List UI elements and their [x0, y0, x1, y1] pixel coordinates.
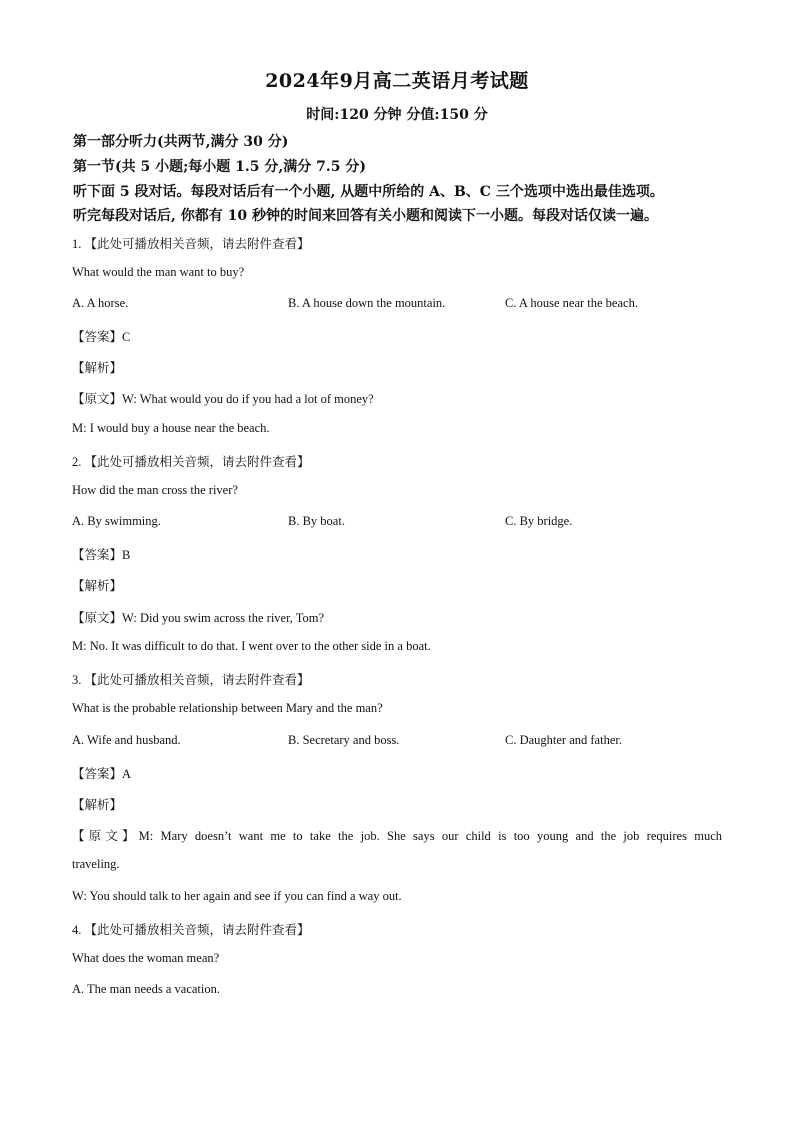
transcript-text: M: No. It was difficult to do that. I went over to the other side in a boat. [72, 639, 431, 653]
option-c: C. By bridge. [505, 514, 573, 528]
answer-line [72, 327, 130, 345]
transcript-text: traveling. [72, 857, 120, 871]
question-header [72, 234, 310, 252]
transcript-text: W: Did you swim across the river, Tom? [122, 611, 325, 625]
option-c: C. Daughter and father. [505, 733, 622, 747]
section-heading: 第一节(共 5 小题;每小题 1.5 分,满分 7.5 分) [73, 159, 366, 175]
original-label: 【原文】 [72, 610, 123, 625]
option-c: C. A house near the beach. [505, 296, 638, 310]
question-text: What does the woman mean? [72, 951, 220, 965]
question-text: What would the man want to buy? [72, 265, 245, 279]
answer-label: 【答案】 [72, 329, 123, 344]
audio-placeholder: 【此处可播放相关音频，请去附件查看】 [84, 922, 310, 937]
audio-placeholder: 【此处可播放相关音频，请去附件查看】 [84, 454, 310, 469]
audio-placeholder: 【此处可播放相关音频，请去附件查看】 [84, 672, 310, 687]
transcript-line [72, 826, 722, 844]
transcript-text: W: What would you do if you had a lot of money? [122, 392, 374, 406]
question-number: 1. [72, 237, 82, 251]
question-header [72, 670, 310, 688]
audio-placeholder: 【此处可播放相关音频，请去附件查看】 [84, 236, 310, 251]
instruction-line-2: 听完每段对话后, 你都有 10 秒钟的时间来回答有关小题和阅读下一小题。每段对话仅读一遍。 [73, 208, 658, 224]
analysis-label: 【解析】 [72, 578, 123, 593]
answer-value: B [122, 548, 131, 562]
original-label: 【原文】 [72, 828, 139, 843]
option-b: B. Secretary and boss. [288, 733, 400, 747]
transcript-text: M: I would buy a house near the beach. [72, 421, 270, 435]
question-text: What is the probable relationship between Mary and the man? [72, 701, 383, 715]
answer-label: 【答案】 [72, 547, 123, 562]
page-title: 2024年9月高二英语月考试题 [265, 70, 529, 92]
time-score-line: 时间:120 分钟 分值:150 分 [306, 107, 488, 123]
question-header [72, 920, 310, 938]
transcript-text: M: Mary doesn’t want me to take the job. She says our child is too young and the job requires much [138, 829, 722, 843]
question-header [72, 452, 310, 470]
option-a: A. Wife and husband. [72, 733, 181, 747]
transcript-line [72, 608, 324, 626]
transcript-line [72, 389, 374, 407]
question-number: 3. [72, 673, 82, 687]
option-b: B. A house down the mountain. [288, 296, 446, 310]
answer-value: C [122, 330, 131, 344]
question-number: 2. [72, 455, 82, 469]
answer-label: 【答案】 [72, 766, 123, 781]
answer-line [72, 545, 130, 563]
option-a: A. The man needs a vacation. [72, 982, 220, 996]
analysis-label: 【解析】 [72, 360, 123, 375]
question-text: How did the man cross the river? [72, 483, 238, 497]
option-b: B. By boat. [288, 514, 345, 528]
answer-line [72, 764, 131, 782]
transcript-text: W: You should talk to her again and see if you can find a way out. [72, 889, 402, 903]
original-label: 【原文】 [72, 391, 123, 406]
analysis-label: 【解析】 [72, 797, 123, 812]
question-number: 4. [72, 923, 82, 937]
option-a: A. By swimming. [72, 514, 161, 528]
answer-value: A [122, 767, 132, 781]
part-heading: 第一部分听力(共两节,满分 30 分) [73, 134, 289, 150]
instruction-line-1: 听下面 5 段对话。每段对话后有一个小题, 从题中所给的 A、B、C 三个选项中选出最佳选项。 [73, 184, 664, 200]
option-a: A. A horse. [72, 296, 129, 310]
